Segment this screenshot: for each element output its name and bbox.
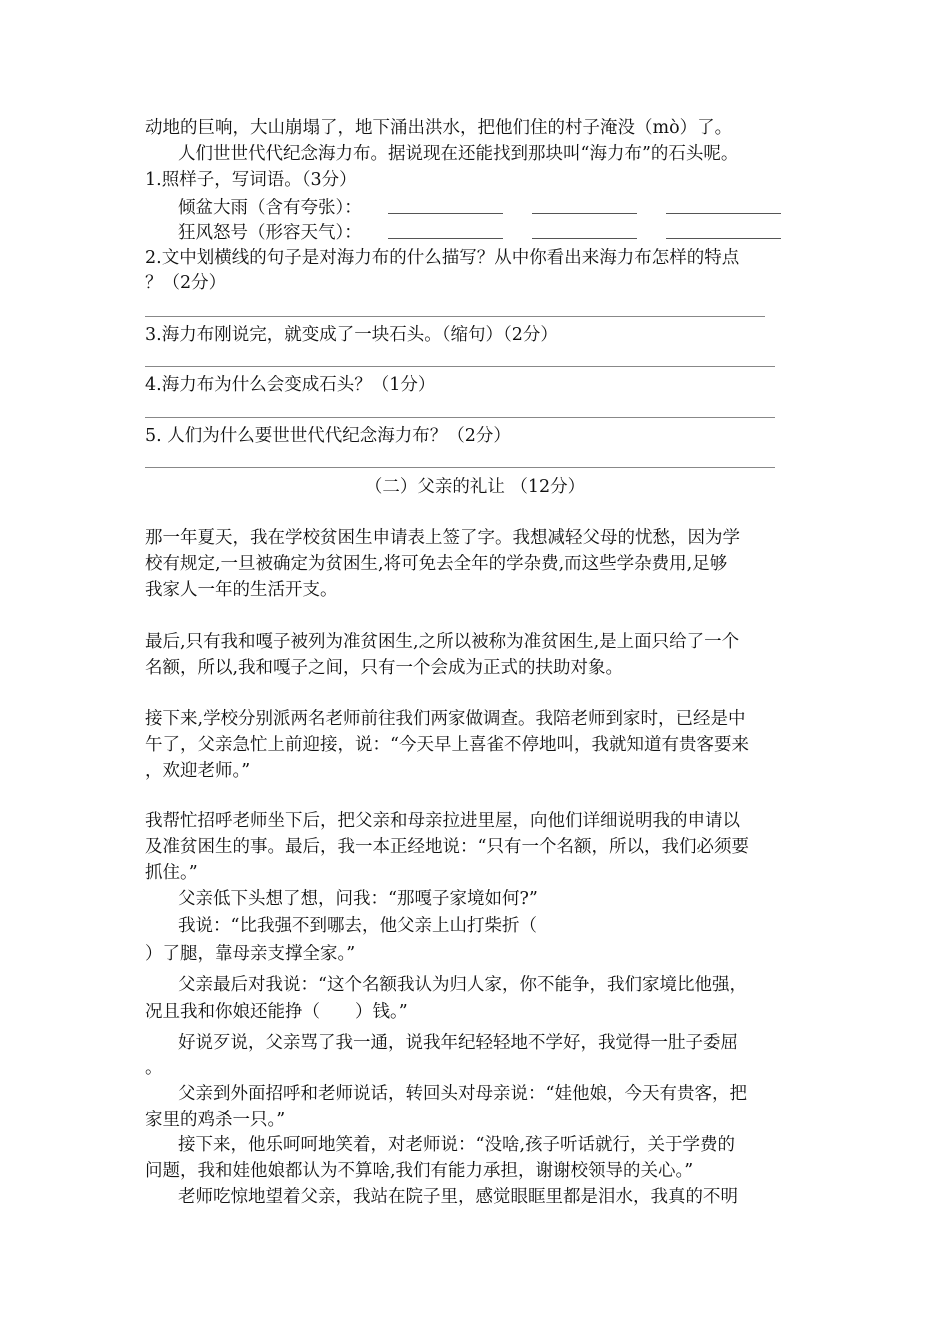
paragraph-line: 父亲最后对我说：“这个名额我认为归人家，你不能争，我们家境比他强， bbox=[178, 975, 747, 995]
fill-blank[interactable] bbox=[666, 213, 781, 214]
paragraph-line: ）了腿，靠母亲支撑全家。” bbox=[145, 944, 356, 964]
paragraph-line: 好说歹说，父亲骂了我一通，说我年纪轻轻地不学好，我觉得一肚子委屈 bbox=[178, 1033, 738, 1053]
paragraph-line: ，欢迎老师。” bbox=[145, 761, 251, 781]
paragraph-line: 那一年夏天，我在学校贫困生申请表上签了字。我想减轻父母的忧愁，因为学 bbox=[145, 528, 740, 548]
answer-line[interactable] bbox=[145, 417, 775, 418]
paragraph-line: 午了，父亲急忙上前迎接，说：“今天早上喜雀不停地叫，我就知道有贵客要来 bbox=[145, 735, 749, 755]
paragraph-line: 家里的鸡杀一只。” bbox=[145, 1110, 286, 1130]
answer-line[interactable] bbox=[145, 316, 765, 317]
paragraph-line: 名额，所以,我和嘎子之间，只有一个会成为正式的扶助对象。 bbox=[145, 658, 624, 678]
fill-blank[interactable] bbox=[388, 238, 503, 239]
paragraph-line: 问题，我和娃他娘都认为不算啥,我们有能力承担，谢谢校领导的关心。” bbox=[145, 1161, 694, 1181]
question-4: 4.海力布为什么会变成石头？（1分） bbox=[145, 375, 436, 395]
question-2-cont: ？（2分） bbox=[145, 273, 227, 293]
fill-blank[interactable] bbox=[532, 238, 637, 239]
question-3: 3.海力布刚说完，就变成了一块石头。（缩句）（2分） bbox=[145, 325, 558, 345]
answer-line[interactable] bbox=[145, 366, 775, 367]
paragraph-line: 况且我和你娘还能挣（ ）钱。” bbox=[145, 1002, 408, 1022]
question-1-example-b: 狂风怒号（形容天气）： bbox=[178, 223, 362, 243]
paragraph-line: 抓住。” bbox=[145, 863, 198, 883]
paragraph-line: 我帮忙招呼老师坐下后，把父亲和母亲拉进里屋，向他们详细说明我的申请以 bbox=[145, 811, 740, 831]
question-2: 2.文中划横线的句子是对海力布的什么描写？从中你看出来海力布怎样的特点 bbox=[145, 248, 740, 268]
section-title: （二）父亲的礼让 （12分） bbox=[364, 477, 586, 497]
question-5: 5. 人们为什么要世世代代纪念海力布？（2分） bbox=[145, 426, 511, 446]
passage-line: 动地的巨响，大山崩塌了，地下涌出洪水，把他们住的村子淹没（mò）了。 bbox=[145, 118, 733, 138]
paragraph-line: 及准贫困生的事。最后，我一本正经地说：“只有一个名额，所以，我们必须要 bbox=[145, 837, 749, 857]
question-1: 1.照样子，写词语。（3分） bbox=[145, 170, 357, 190]
paragraph-line: 我家人一年的生活开支。 bbox=[145, 580, 338, 600]
paragraph-line: 父亲到外面招呼和老师说话，转回头对母亲说：“娃他娘，今天有贵客，把 bbox=[178, 1084, 747, 1104]
paragraph-line: 接下来,学校分别派两名老师前往我们两家做调查。我陪老师到家时，已经是中 bbox=[145, 709, 746, 729]
paragraph-line: 。 bbox=[145, 1058, 163, 1078]
paragraph-line: 最后,只有我和嘎子被列为准贫困生,之所以被称为准贫困生,是上面只给了一个 bbox=[145, 632, 740, 652]
fill-blank[interactable] bbox=[666, 238, 781, 239]
paragraph-line: 我说：“比我强不到哪去，他父亲上山打柴折（ bbox=[178, 916, 537, 936]
paragraph-line: 校有规定,一旦被确定为贫困生,将可免去全年的学杂费,而这些学杂费用,足够 bbox=[145, 554, 728, 574]
passage-line: 人们世世代代纪念海力布。据说现在还能找到那块叫“海力布”的石头呢。 bbox=[178, 144, 739, 164]
paragraph-line: 接下来，他乐呵呵地笑着，对老师说：“没啥,孩子听话就行，关于学费的 bbox=[178, 1135, 736, 1155]
paragraph-line: 父亲低下头想了想，问我：“那嘎子家境如何?” bbox=[178, 889, 538, 909]
fill-blank[interactable] bbox=[532, 213, 637, 214]
paragraph-line: 老师吃惊地望着父亲，我站在院子里，感觉眼眶里都是泪水，我真的不明 bbox=[178, 1187, 738, 1207]
question-1-example-a: 倾盆大雨（含有夸张）： bbox=[178, 198, 362, 218]
answer-line[interactable] bbox=[145, 467, 775, 468]
fill-blank[interactable] bbox=[388, 213, 503, 214]
